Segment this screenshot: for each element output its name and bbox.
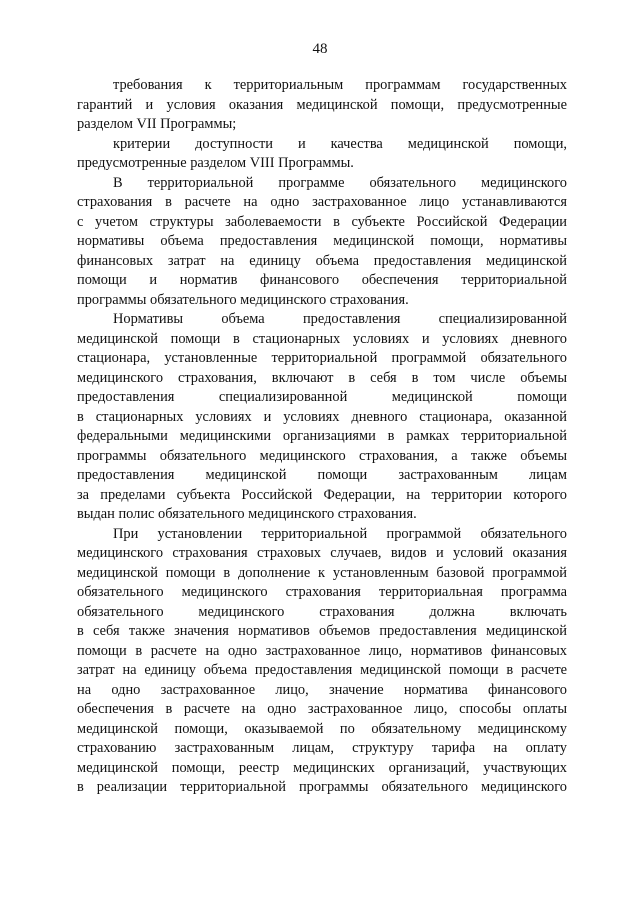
document-body — [77, 76, 567, 798]
text-line: финансовых затрат на единицу объема предоставления медицинской — [77, 252, 567, 269]
text-line: медицинской помощи в дополнение к установленным базовой программой — [77, 564, 567, 581]
text-line: гарантий и условия оказания медицинской помощи, предусмотренные — [77, 96, 567, 113]
text-line: предоставления специализированной медицинской помощи — [77, 389, 567, 405]
text-line: в реализации территориальной программы обязательного медицинского — [77, 779, 567, 795]
text-line: обеспечения в расчете на одно застрахованное лицо, способы оплаты — [77, 701, 567, 717]
text-line: обязательного медицинского страхования должна включать — [77, 603, 567, 620]
text-line: медицинской помощи, оказываемой по обязательному медицинскому — [77, 720, 567, 737]
text-line: страхования в расчете на одно застрахованное лицо устанавливаются — [77, 194, 567, 210]
text-line: с учетом структуры заболеваемости в субъекте Российской Федерации — [77, 213, 567, 230]
text-line: предусмотренные разделом VIII Программы. — [77, 155, 354, 171]
text-line: помощи в расчете на одно застрахованное лицо, нормативов финансовых — [77, 642, 567, 659]
text-line: в себя также значения нормативов объемов предоставления медицинской — [77, 623, 567, 639]
page-number: 48 — [312, 41, 328, 57]
text-line: программы обязательного медицинского страхования. — [77, 291, 409, 308]
text-line: программы обязательного медицинского страхования, а также объемы — [77, 447, 567, 464]
text-line: медицинского страхования, включают в себя в том числе объемы — [77, 369, 567, 386]
text-line: требования к территориальным программам государственных — [113, 77, 567, 93]
text-line: страхованию застрахованным лицам, структуру тарифа на оплату — [77, 740, 567, 756]
text-line: разделом VII Программы; — [77, 116, 237, 132]
paragraph-territorial-program — [77, 174, 567, 311]
text-line: помощи и норматив финансового обеспечения территориальной — [77, 272, 567, 288]
paragraph-specialized-care — [77, 310, 567, 525]
text-line: обязательного медицинского страхования территориальная программа — [77, 584, 567, 600]
paragraph-criteria — [77, 135, 567, 174]
text-line: в стационарных условиях и условиях дневного стационара, оказанной — [77, 408, 567, 425]
text-line: медицинской помощи, реестр медицинских организаций, участвующих — [77, 759, 567, 776]
text-line: стационара, установленные территориальной программой обязательного — [77, 350, 567, 366]
text-line: нормативы объема предоставления медицинской помощи, нормативы — [77, 233, 567, 249]
paragraph-insurance-cases — [77, 525, 567, 798]
text-line: федеральными медицинскими организациями в рамках территориальной — [77, 428, 567, 444]
text-line: медицинской помощи в стационарных условиях и условиях дневного — [77, 330, 567, 347]
text-line: медицинского страхования страховых случаев, видов и условий оказания — [77, 545, 567, 561]
text-line: критерии доступности и качества медицинской помощи, — [113, 135, 567, 152]
text-line: за пределами субъекта Российской Федерации, на территории которого — [77, 486, 567, 503]
text-line: предоставления медицинской помощи застрахованным лицам — [77, 467, 567, 483]
paragraph-requirements — [77, 76, 567, 135]
text-line: В территориальной программе обязательного медицинского — [113, 174, 567, 191]
text-line: выдан полис обязательного медицинского страхования. — [77, 506, 417, 522]
text-line: При установлении территориальной программой обязательного — [113, 525, 567, 542]
text-line: Нормативы объема предоставления специализированной — [113, 311, 567, 327]
text-line: затрат на единицу объема предоставления медицинской помощи в расчете — [77, 662, 567, 678]
text-line: на одно застрахованное лицо, значение норматива финансового — [77, 681, 567, 698]
